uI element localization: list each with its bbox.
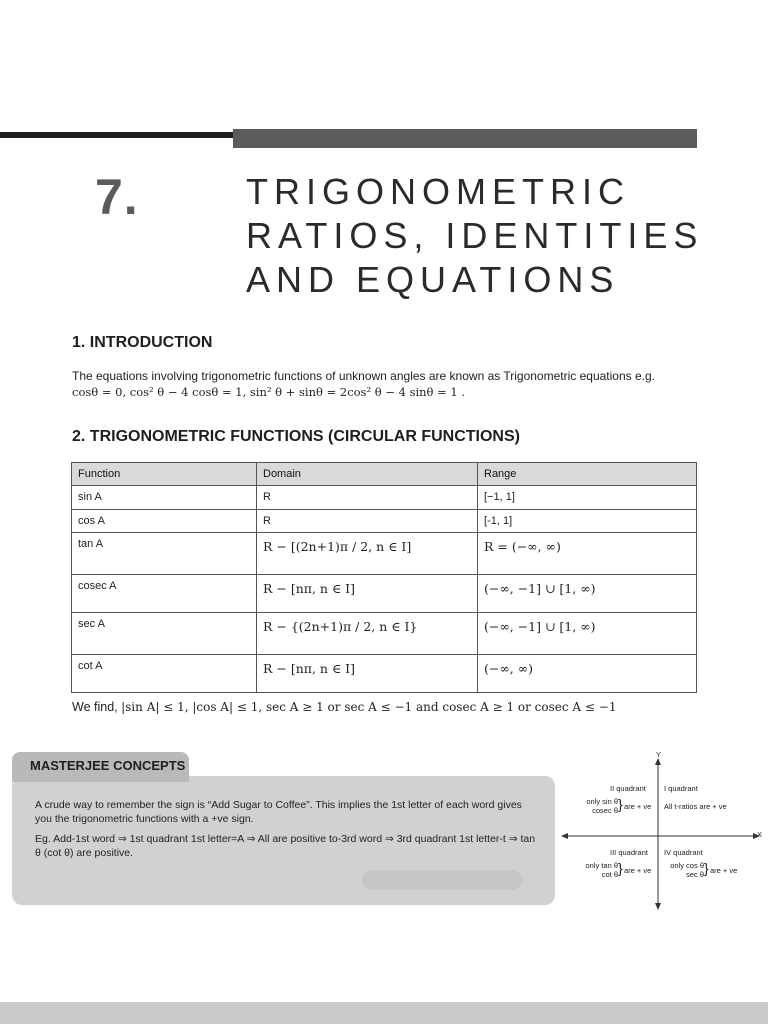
table-row <box>72 486 697 510</box>
q3-func-1: only tan θ <box>585 861 618 870</box>
column-header-range: Range <box>478 463 697 486</box>
q3-func-2: cot θ <box>601 870 618 879</box>
chapter-number: 7. <box>95 169 139 225</box>
header-rule <box>0 132 233 138</box>
function-cell: cosec A <box>72 575 257 613</box>
q4-brace: } <box>704 860 709 876</box>
range-cell: (−∞, −1] ∪ [1, ∞) <box>484 581 596 596</box>
table-header-row <box>72 463 697 486</box>
quadrant-axes <box>560 750 768 910</box>
y-axis-arrow-down <box>655 903 661 910</box>
table-row <box>72 655 697 693</box>
intro-paragraph <box>72 368 702 400</box>
section-heading-functions: 2. TRIGONOMETRIC FUNCTIONS (CIRCULAR FUNCTIONS) <box>72 428 520 445</box>
q3-sign: are + ve <box>624 866 652 875</box>
chapter-title-line-1: TRIGONOMETRIC <box>246 171 630 212</box>
concept-paragraph-2: Eg. Add-1st word ⇒ 1st quadrant 1st letter=A ⇒ All are positive to-3rd word ⇒ 3rd quadrant 1st letter-t ⇒ tan θ (cot θ) are positive. <box>35 833 536 859</box>
functions-table <box>71 462 697 693</box>
chapter-title <box>246 170 716 302</box>
domain-cell: R <box>257 510 478 533</box>
q1-title: I quadrant <box>664 784 698 793</box>
range-cell: (−∞, −1] ∪ [1, ∞) <box>484 619 596 634</box>
table-row <box>72 510 697 533</box>
q4-title: IV quadrant <box>664 848 703 857</box>
range-cell: [−1, 1] <box>478 486 697 510</box>
x-axis-label: X <box>757 830 763 839</box>
intro-text: The equations involving trigonometric functions of unknown angles are known as Trigonometric equations e.g. <box>72 369 656 383</box>
domain-cell: R − {(2n+1)π / 2, n ∈ I} <box>263 619 418 634</box>
we-find-label: We find, <box>72 700 118 714</box>
concept-paragraph-1: A crude way to remember the sign is “Add Sugar to Coffee”. This implies the 1st letter of each word gives you the trigonometric functions with a +ve sign. <box>35 799 522 825</box>
q4-sign: are + ve <box>710 866 738 875</box>
we-find-line <box>72 700 616 714</box>
range-cell: (−∞, ∞) <box>484 661 533 676</box>
q2-title: II quadrant <box>610 784 646 793</box>
table-row <box>72 613 697 655</box>
y-axis-arrow-up <box>655 758 661 765</box>
function-cell: sin A <box>72 486 257 510</box>
q1-text: All t-ratios are + ve <box>664 802 727 811</box>
column-header-domain: Domain <box>257 463 478 486</box>
table-row <box>72 575 697 613</box>
header-band <box>233 129 697 148</box>
we-find-expression: |sin A| ≤ 1, |cos A| ≤ 1, sec A ≥ 1 or sec A ≤ −1 and cosec A ≥ 1 or cosec A ≤ −1 <box>121 700 617 714</box>
q3-title: III quadrant <box>610 848 648 857</box>
q2-func-2: cosec θ <box>592 806 618 815</box>
q4-func-1: only cos θ <box>670 861 704 870</box>
q2-func-1: only sin θ <box>586 797 618 806</box>
range-cell: [-1, 1] <box>478 510 697 533</box>
q2-brace: } <box>618 796 623 812</box>
chapter-title-line-3: AND EQUATIONS <box>246 259 620 300</box>
domain-cell: R − [nπ, n ∈ I] <box>263 581 355 596</box>
q3-brace: } <box>618 860 623 876</box>
range-cell: R = (−∞, ∞) <box>484 539 561 554</box>
section-heading-introduction: 1. INTRODUCTION <box>72 334 213 351</box>
concept-title: MASTERJEE CONCEPTS <box>12 752 189 782</box>
quadrant-diagram <box>560 750 768 910</box>
domain-cell: R − [nπ, n ∈ I] <box>263 661 355 676</box>
table-row <box>72 533 697 575</box>
function-cell: sec A <box>72 613 257 655</box>
chapter-title-line-2: RATIOS, IDENTITIES <box>246 215 704 256</box>
function-cell: cos A <box>72 510 257 533</box>
y-axis-label: Y <box>656 750 662 759</box>
scan-smudge <box>362 870 522 890</box>
domain-cell: R <box>257 486 478 510</box>
function-cell: cot A <box>72 655 257 693</box>
x-axis-arrow-left <box>561 833 568 839</box>
concept-text <box>35 798 540 866</box>
q2-sign: are + ve <box>624 802 652 811</box>
q4-func-2: sec θ <box>686 870 704 879</box>
footer-band <box>0 1002 768 1024</box>
domain-cell: R − [(2n+1)π / 2, n ∈ I] <box>263 539 412 554</box>
intro-equation: cosθ = 0, cos² θ − 4 cosθ = 1, sin² θ + sinθ = 2cos² θ − 4 sinθ = 1 . <box>72 385 466 399</box>
column-header-function: Function <box>72 463 257 486</box>
function-cell: tan A <box>72 533 257 575</box>
